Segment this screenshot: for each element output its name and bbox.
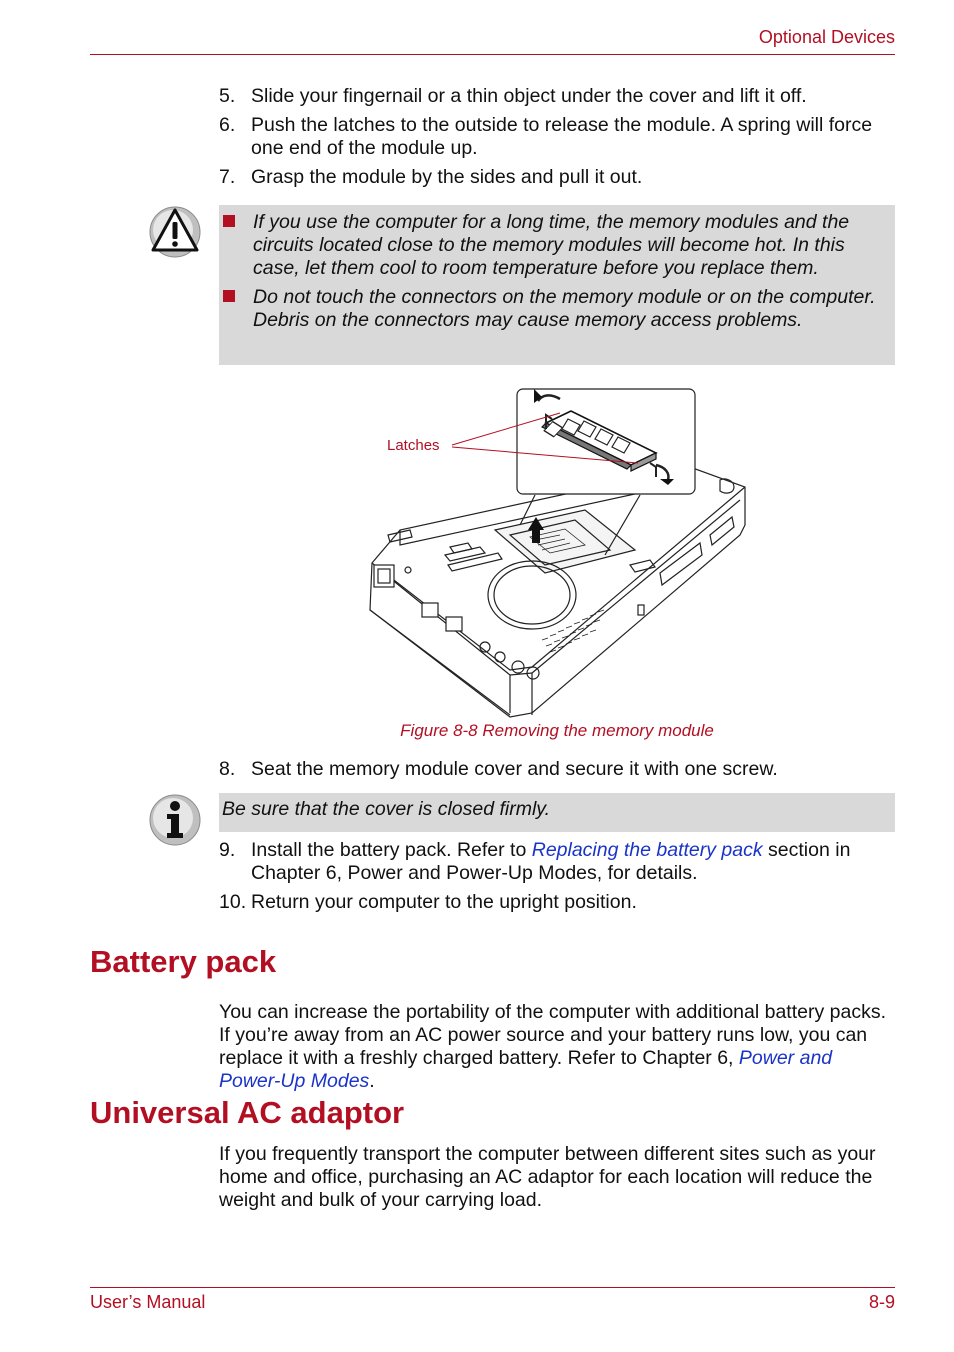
- step-number: 8.: [219, 758, 236, 780]
- note-text: Be sure that the cover is closed firmly.: [222, 798, 551, 820]
- running-header: Optional Devices: [758, 27, 895, 47]
- caution-text: Do not touch the connectors on the memory module or on the computer. Debris on the connectors may cause memory access problems.: [253, 286, 876, 331]
- step-text: [251, 839, 891, 885]
- step-number: 6.: [219, 114, 236, 136]
- header-rule: [90, 54, 895, 55]
- step-number: 10.: [219, 891, 247, 913]
- latches-callout: Latches: [387, 437, 440, 454]
- warning-triangle-icon: [148, 205, 202, 264]
- step-text-pre: Install the battery pack. Refer to: [251, 839, 532, 861]
- memory-module-figure: [360, 385, 760, 725]
- caution-text: If you use the computer for a long time, the memory modules and the circuits located close to the memory modules will become hot. In this case, let them cool to room temperature before you replace them.: [253, 211, 850, 279]
- step-text: Slide your fingernail or a thin object under the cover and lift it off.: [251, 85, 807, 107]
- battery-pack-paragraph: [219, 1001, 895, 1093]
- replacing-battery-link[interactable]: Replacing the battery pack: [531, 839, 763, 861]
- bullet-square-icon: [223, 290, 235, 302]
- note-box: [219, 793, 895, 832]
- ac-adaptor-paragraph: If you frequently transport the computer between different sites such as your home and office, purchasing an AC adaptor for each location will reduce the weight and bulk of your carrying load.: [219, 1143, 876, 1211]
- step-text: Return your computer to the upright position.: [251, 891, 637, 913]
- figure-caption: Figure 8-8 Removing the memory module: [400, 721, 714, 740]
- info-icon: [148, 793, 202, 852]
- bullet-square-icon: [223, 215, 235, 227]
- power-modes-link[interactable]: Power and Power-Up Modes: [219, 1047, 833, 1092]
- step-number: 5.: [219, 85, 236, 107]
- ac-adaptor-heading: Universal AC adaptor: [90, 1095, 405, 1130]
- step-number: 7.: [219, 166, 236, 188]
- step-text: Push the latches to the outside to release the module. A spring will force one end of the module up.: [251, 114, 873, 159]
- paragraph-pre: You can increase the portability of the computer with additional battery packs. If you’re away from an AC power source and your battery runs low, you can replace it with a freshly charged battery. Refer to Chapter 6,: [219, 1001, 886, 1069]
- step-text-post: section in Chapter 6, Power and Power-Up Modes, for details.: [251, 839, 851, 884]
- footer-rule: [90, 1287, 895, 1288]
- battery-pack-heading: Battery pack: [90, 944, 277, 979]
- step-text: Seat the memory module cover and secure it with one screw.: [251, 758, 778, 780]
- step-number: 9.: [219, 839, 236, 861]
- footer-manual-title: User’s Manual: [90, 1292, 206, 1312]
- caution-box: [219, 205, 895, 365]
- page-number: 8-9: [868, 1292, 895, 1312]
- step-text: Grasp the module by the sides and pull it out.: [251, 166, 643, 188]
- paragraph-post: .: [369, 1070, 375, 1092]
